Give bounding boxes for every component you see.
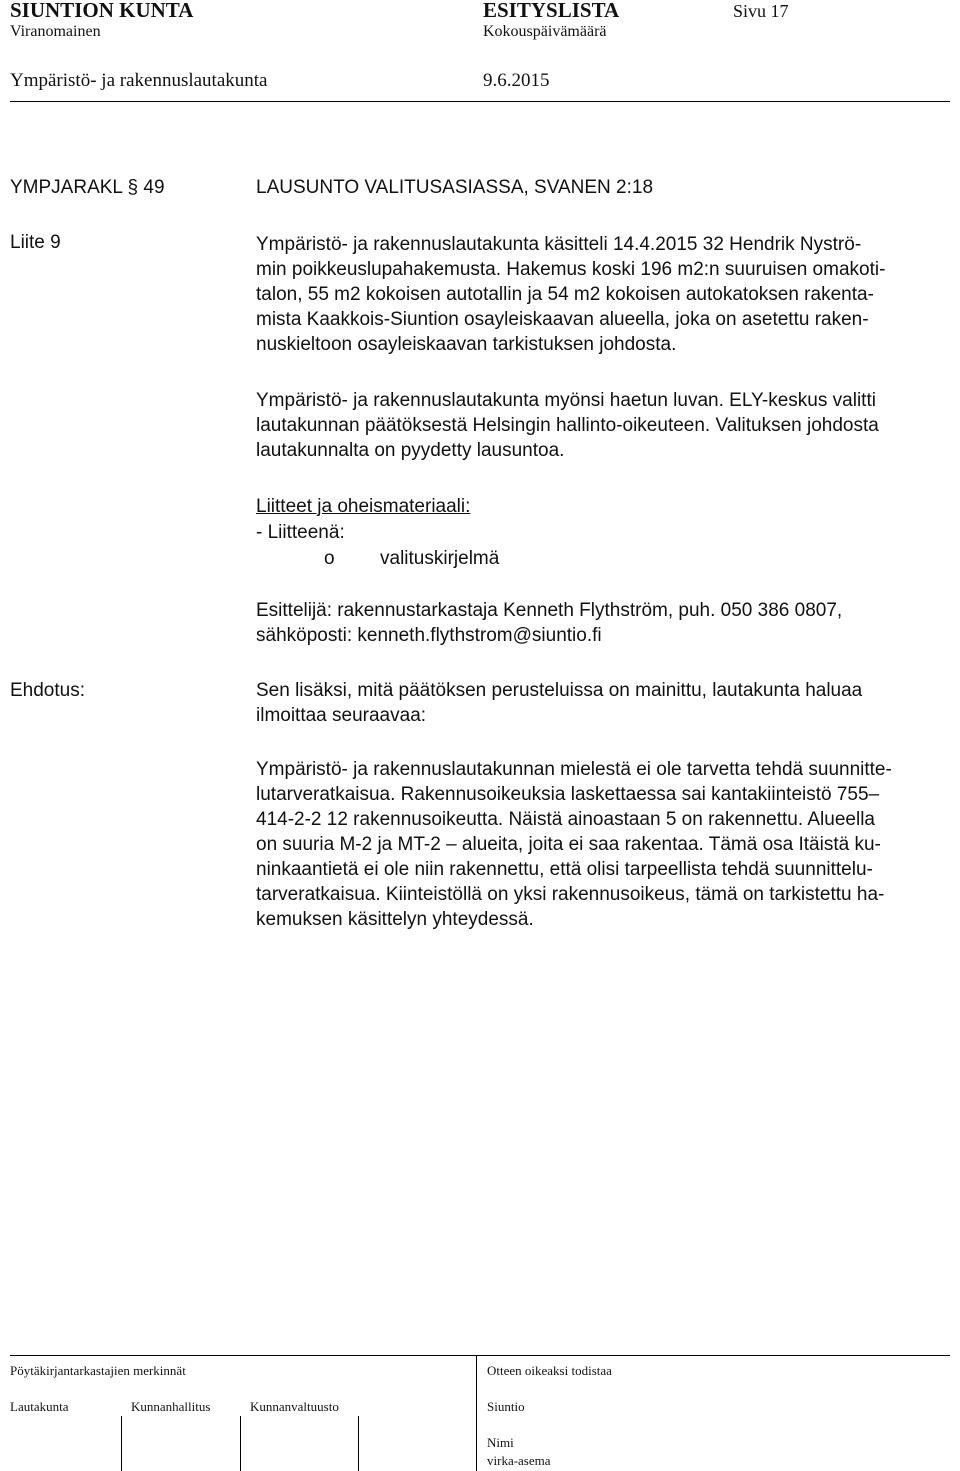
- presenter-info: [256, 598, 946, 648]
- text-line: lutarveratkaisua. Rakennusoikeuksia laskettaessa sai kantakiinteistö 755–: [256, 784, 880, 805]
- text-line: 414-2-2 12 rakennusoikeutta. Näistä ainoastaan 5 on rakennettu. Alueella: [256, 809, 875, 830]
- meeting-date: 9.6.2015: [483, 70, 550, 91]
- document-type: ESITYSLISTA: [483, 0, 620, 22]
- attachments-sub: - Liitteenä:: [256, 522, 345, 543]
- text-line: Ympäristö- ja rakennuslautakunta käsitteli 14.4.2015 32 Hendrik Nyströ-: [256, 234, 862, 255]
- footer-cell-divider: [121, 1416, 122, 1471]
- item-code: YMPJARAKL § 49: [10, 177, 165, 198]
- footer-divider: [10, 1355, 950, 1356]
- proposal-intro: [256, 678, 946, 728]
- text-line: talon, 55 m2 kokoisen autotallin ja 54 m2 kokoisen autokatoksen rakenta-: [256, 284, 874, 305]
- page-number: Sivu 17: [733, 1, 789, 21]
- footer-col-board: Kunnanhallitus: [131, 1399, 211, 1414]
- text-line: on suuria M-2 ja MT-2 – alueita, joita ei saa rakentaa. Tämä osa Itäistä ku-: [256, 834, 881, 855]
- meeting-date-label: Kokouspäivämäärä: [483, 23, 607, 40]
- decision-paragraph: [256, 388, 946, 463]
- committee-name: Ympäristö- ja rakennuslautakunta: [10, 70, 268, 91]
- org-name: SIUNTION KUNTA: [10, 0, 194, 22]
- footer-column-divider: [476, 1355, 477, 1471]
- bullet-marker: o: [324, 548, 335, 569]
- footer-col-council: Kunnanvaltuusto: [250, 1399, 339, 1414]
- text-line: kemuksen käsittelyn yhteydessä.: [256, 909, 534, 930]
- text-line: min poikkeuslupahakemusta. Hakemus koski 196 m2:n suuruisen omakoti-: [256, 259, 886, 280]
- text-line: Esittelijä: rakennustarkastaja Kenneth Flythström, puh. 050 386 0807,: [256, 600, 843, 621]
- certified-label: Otteen oikeaksi todistaa: [487, 1363, 612, 1378]
- text-line: lautakunnalta on pyydetty lausuntoa.: [256, 440, 565, 461]
- item-title: LAUSUNTO VALITUSASIASSA, SVANEN 2:18: [256, 177, 654, 198]
- attachment-item: valituskirjelmä: [380, 548, 500, 569]
- minutes-checkers-label: Pöytäkirjantarkastajien merkinnät: [10, 1363, 186, 1378]
- footer-cell-divider: [240, 1416, 241, 1471]
- text-line: Sen lisäksi, mitä päätöksen perusteluissa on mainittu, lautakunta haluaa: [256, 680, 863, 701]
- footer-name-label: Nimi: [487, 1435, 514, 1450]
- footer-cell-divider: [358, 1416, 359, 1471]
- text-line: mista Kaakkois-Siuntion osayleiskaavan alueella, joka on asetettu raken-: [256, 309, 869, 330]
- attachment-label: Liite 9: [10, 232, 61, 253]
- footer-municipality: Siuntio: [487, 1399, 525, 1414]
- text-line: lautakunnan päätöksestä Helsingin hallinto-oikeuteen. Valituksen johdosta: [256, 415, 879, 436]
- header-divider: [10, 101, 950, 102]
- background-paragraph: [256, 232, 946, 357]
- attachments-heading: Liitteet ja oheismateriaali:: [256, 496, 471, 517]
- text-line: Ympäristö- ja rakennuslautakunta myönsi haetun luvan. ELY-keskus valitti: [256, 390, 876, 411]
- text-line: ninkaantietä ei ole niin rakennettu, että olisi tarpeellista tehdä suunnittelu-: [256, 859, 873, 880]
- footer-position-label: virka-asema: [487, 1453, 551, 1468]
- authority-label: Viranomainen: [10, 23, 101, 40]
- text-line: Ympäristö- ja rakennuslautakunnan mielestä ei ole tarvetta tehdä suunnitte-: [256, 759, 892, 780]
- footer-col-committee: Lautakunta: [10, 1399, 69, 1414]
- text-line: sähköposti: kenneth.flythstrom@siuntio.fi: [256, 625, 602, 646]
- text-line: nuskieltoon osayleiskaavan tarkistuksen johdosta.: [256, 334, 677, 355]
- text-line: ilmoittaa seuraavaa:: [256, 705, 427, 726]
- proposal-body: [256, 757, 946, 932]
- proposal-label: Ehdotus:: [10, 680, 85, 701]
- text-line: tarveratkaisua. Kiinteistöllä on yksi rakennusoikeus, tämä on tarkistettu ha-: [256, 884, 885, 905]
